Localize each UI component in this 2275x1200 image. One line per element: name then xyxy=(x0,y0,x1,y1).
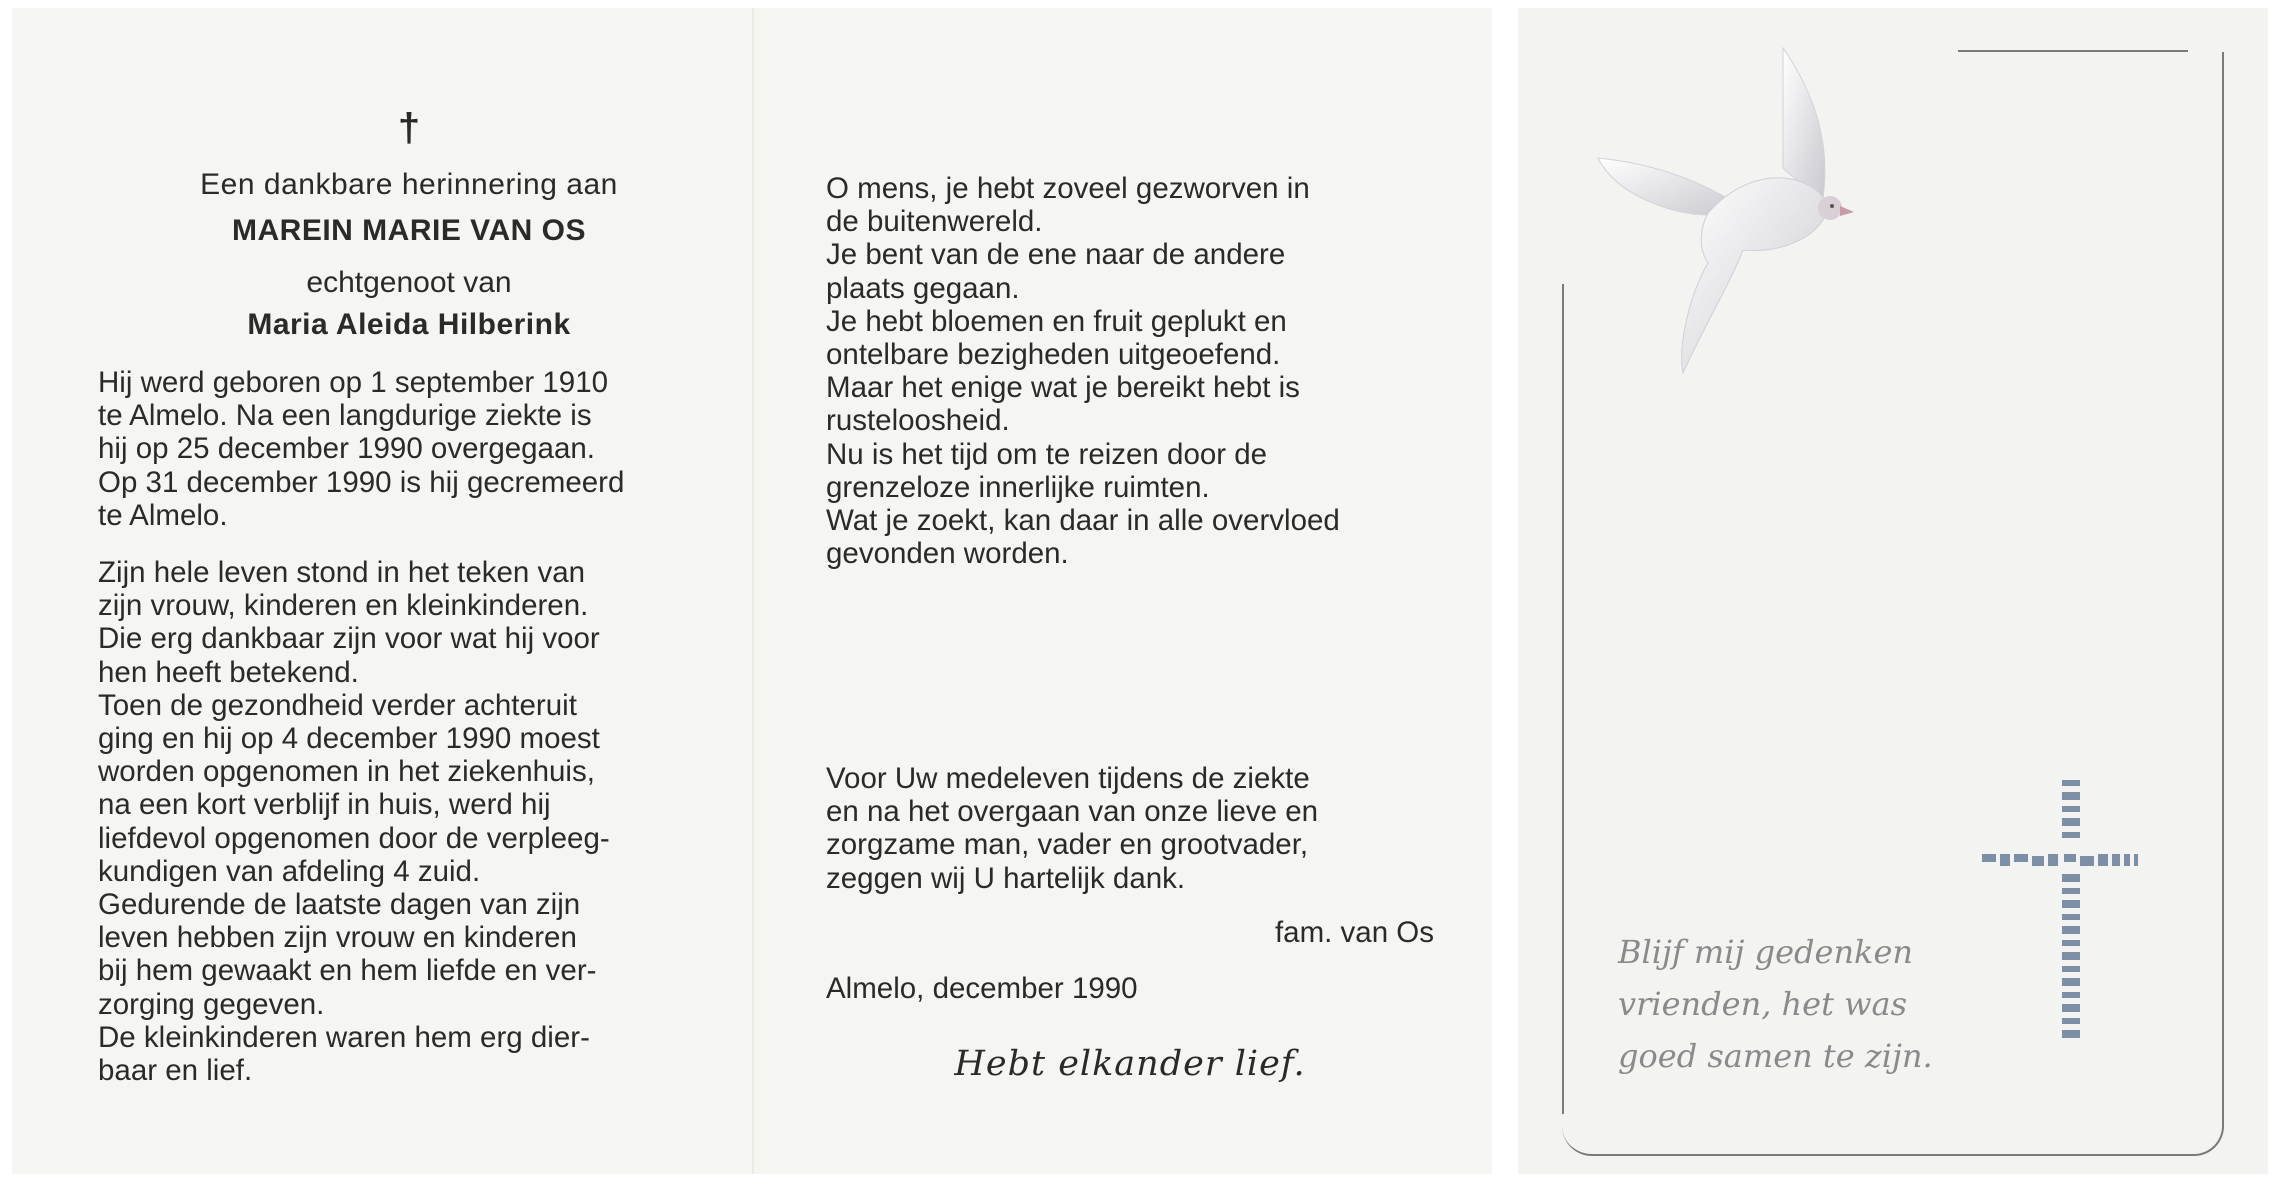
poem-paragraph xyxy=(826,172,1434,570)
text-line: Die erg dankbaar zijn voor wat hij voor xyxy=(98,622,600,656)
text-line: O mens, je hebt zoveel gezworven in xyxy=(826,172,1310,205)
motto: Hebt elkander lief. xyxy=(954,1044,1306,1084)
text-line: plaats gegaan. xyxy=(826,271,1020,305)
place-date: Almelo, december 1990 xyxy=(826,972,1138,1005)
text-line: zeggen wij U hartelijk dank. xyxy=(826,861,1186,895)
life-paragraph xyxy=(98,556,710,1087)
spouse-label: echtgenoot van xyxy=(306,266,512,299)
poem-line: goed samen te zijn. xyxy=(1618,1037,1933,1075)
text-line: ontelbare bezigheden uitgeoefend. xyxy=(826,338,1281,372)
deceased-name: MAREIN MARIE VAN OS xyxy=(232,214,586,247)
front-poem xyxy=(1618,926,1978,1082)
intro-text: Een dankbare herinnering aan xyxy=(200,168,618,201)
text-line: Wat je zoekt, kan daar in alle overvloed xyxy=(826,504,1340,538)
text-line: leven hebben zijn vrouw en kinderen xyxy=(98,921,577,955)
text-line: en na het overgaan van onze lieve en xyxy=(826,795,1319,829)
family-signature: fam. van Os xyxy=(1274,916,1434,949)
text-line: De kleinkinderen waren hem erg dier- xyxy=(98,1020,590,1054)
thanks-paragraph xyxy=(826,762,1434,895)
text-line: Gedurende de laatste dagen van zijn xyxy=(98,888,581,922)
card-front xyxy=(1518,8,2268,1174)
frame-left-line xyxy=(1562,284,1564,1114)
text-line: worden opgenomen in het ziekenhuis, xyxy=(98,755,595,789)
text-line: Je hebt bloemen en fruit geplukt en xyxy=(826,304,1287,338)
text-line: Maar het enige wat je bereikt hebt is xyxy=(826,371,1300,405)
text-line: de buitenwereld. xyxy=(826,205,1043,239)
text-line: bij hem gewaakt en hem liefde en ver- xyxy=(98,954,597,988)
poem-line: vrienden, het was xyxy=(1618,985,1907,1023)
text-line: kundigen van afdeling 4 zuid. xyxy=(98,854,481,888)
text-line: rusteloosheid. xyxy=(826,404,1010,438)
text-line: Toen de gezondheid verder achteruit xyxy=(98,688,577,722)
dove-illustration xyxy=(1568,28,1868,388)
card-inside-spread xyxy=(12,8,1492,1174)
text-line: na een kort verblijf in huis, werd hij xyxy=(98,788,551,822)
text-line: Nu is het tijd om te reizen door de xyxy=(826,437,1268,471)
text-line: hij op 25 december 1990 overgegaan. xyxy=(98,432,595,466)
text-line: te Almelo. Na een langdurige ziekte is xyxy=(98,399,592,433)
text-line: zijn vrouw, kinderen en kleinkinderen. xyxy=(98,589,589,623)
text-line: te Almelo. xyxy=(98,498,228,532)
text-line: Hij werd geboren op 1 september 1910 xyxy=(98,366,609,399)
text-line: liefdevol opgenomen door de verpleeg- xyxy=(98,821,610,855)
spouse-name: Maria Aleida Hilberink xyxy=(247,308,571,341)
text-line: zorgzame man, vader en grootvader, xyxy=(826,828,1309,862)
text-line: hen heeft betekend. xyxy=(98,655,359,689)
text-line: ging en hij op 4 december 1990 moest xyxy=(98,722,600,756)
text-line: Je bent van de ene naar de andere xyxy=(826,238,1286,272)
poem-line: Blijf mij gedenken xyxy=(1618,933,1913,971)
text-line: baar en lief. xyxy=(98,1054,253,1088)
birth-paragraph xyxy=(98,366,710,532)
text-line: Voor Uw medeleven tijdens de ziekte xyxy=(826,762,1310,795)
text-line: zorging gegeven. xyxy=(98,987,325,1021)
text-line: Zijn hele leven stond in het teken van xyxy=(98,556,586,589)
text-line: grenzeloze innerlijke ruimten. xyxy=(826,470,1210,504)
fold-line xyxy=(752,8,754,1174)
cross-symbol: † xyxy=(397,106,421,150)
text-line: Op 31 december 1990 is hij gecremeerd xyxy=(98,465,625,499)
mosaic-cross-icon xyxy=(1978,770,2178,1090)
text-line: gevonden worden. xyxy=(826,537,1069,571)
frame-top-line xyxy=(1958,50,2188,52)
